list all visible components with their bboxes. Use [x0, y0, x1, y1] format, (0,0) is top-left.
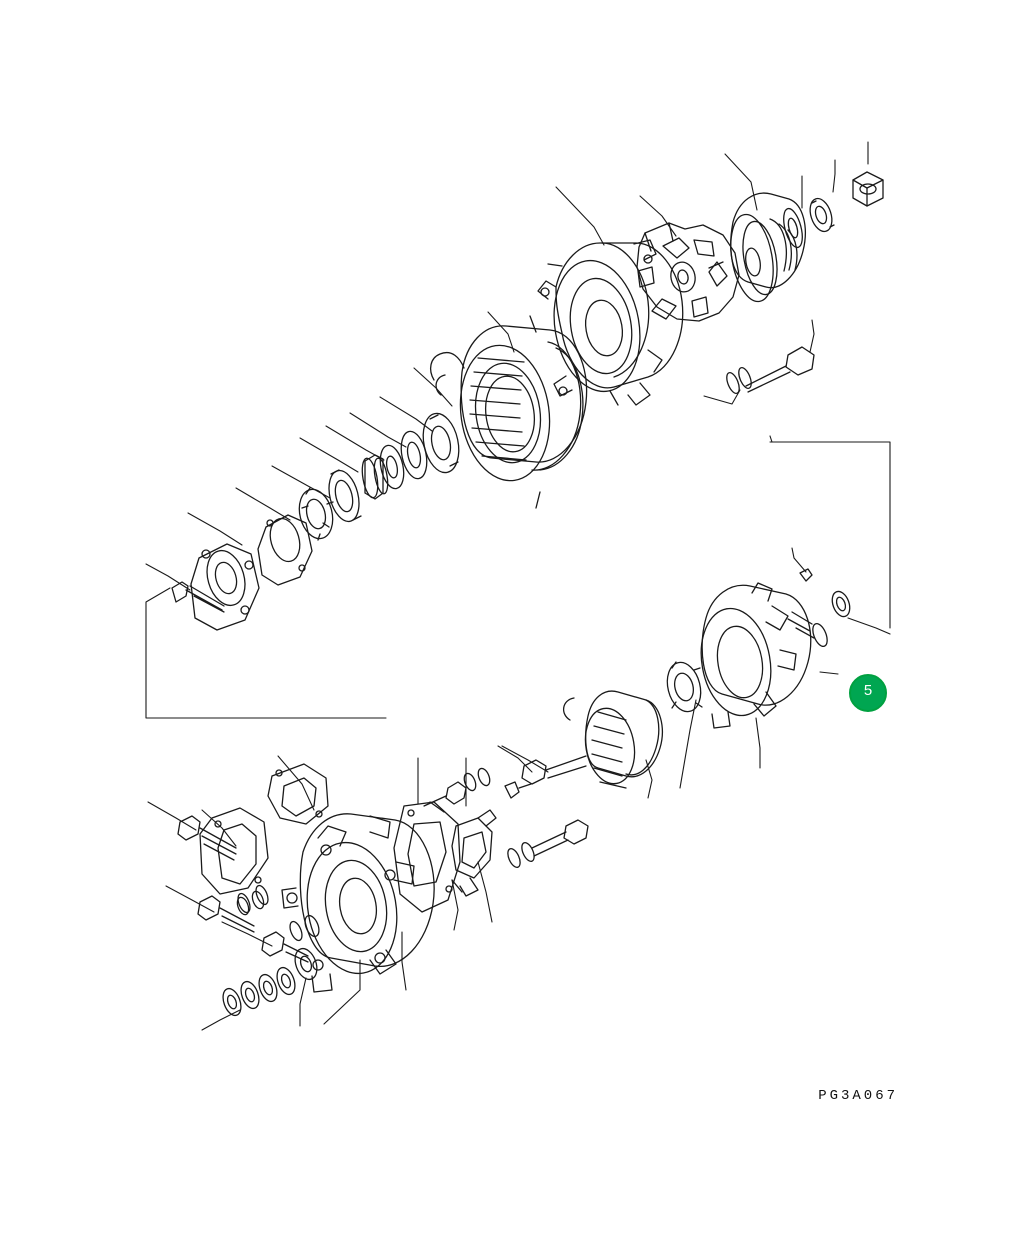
- part-long-bolt-a: [522, 756, 586, 784]
- part-front-bracket: [538, 240, 683, 405]
- drawing-code: PG3A067: [818, 1088, 898, 1104]
- part-lower-bolt-right: [505, 820, 588, 869]
- part-bearing-small: [324, 467, 364, 524]
- part-retainer-ring: [294, 486, 337, 542]
- part-terminal-cover: [268, 764, 328, 824]
- part-side-cover: [200, 808, 268, 894]
- part-bolt-lower-1: [178, 816, 236, 860]
- part-nut: [853, 172, 883, 206]
- part-spacer-b: [377, 443, 408, 491]
- part-spacer-a: [397, 429, 430, 481]
- callout-leader: [820, 672, 838, 674]
- part-regulator-plate: [394, 802, 462, 912]
- part-stator: [431, 316, 587, 508]
- part-brush-holder: [452, 810, 496, 896]
- part-lower-bolt-mid: [424, 767, 492, 806]
- part-long-bolt-b: [505, 782, 531, 798]
- callout-5[interactable]: [849, 674, 887, 712]
- part-bearing-large: [418, 410, 464, 476]
- part-spring-washer: [806, 196, 836, 235]
- part-bolt-upper-right: [724, 347, 814, 395]
- part-end-cover: [191, 544, 259, 630]
- part-pulley: [725, 193, 806, 305]
- part-rotor-body: [693, 569, 853, 728]
- part-rotor-bearing: [662, 659, 705, 715]
- callout-5-label: 5: [863, 682, 873, 699]
- part-fan: [637, 223, 739, 321]
- part-collar: [360, 455, 390, 499]
- part-slip-ring-coil: [564, 691, 663, 788]
